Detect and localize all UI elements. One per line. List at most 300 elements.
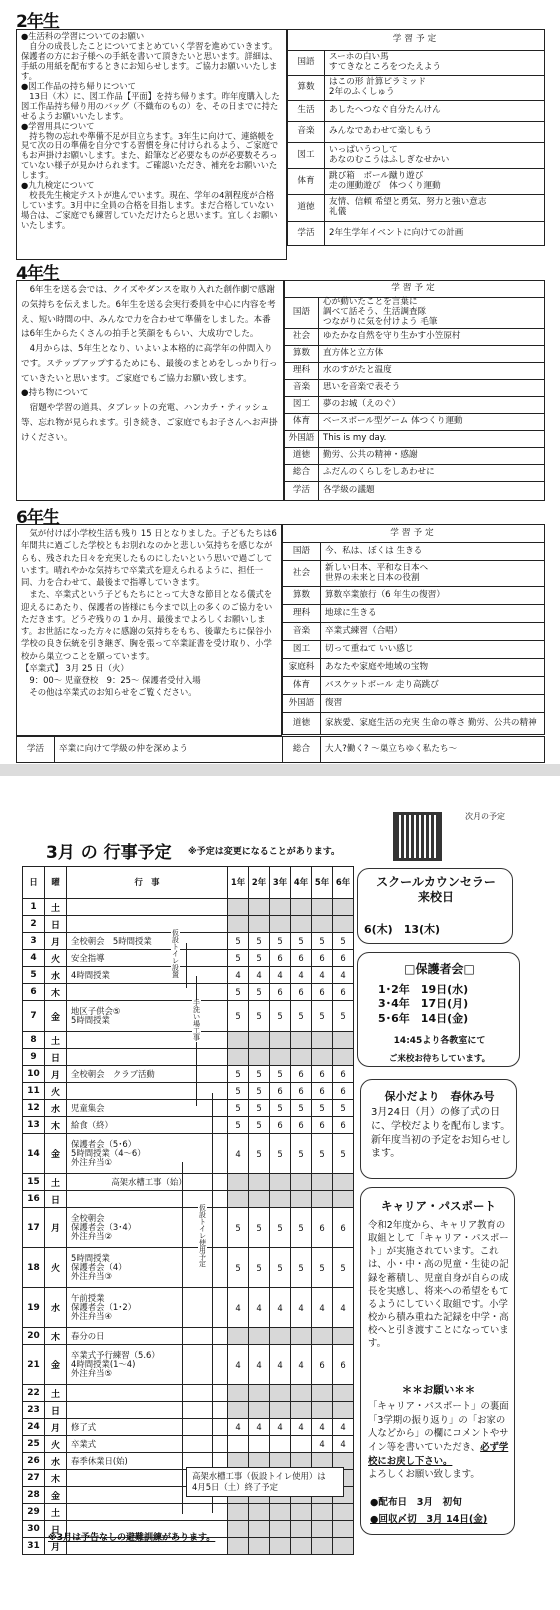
calendar-date: 4	[23, 950, 45, 967]
calendar-hours	[228, 1504, 249, 1521]
calendar-hours	[270, 1174, 291, 1191]
calendar-event: 全校朝会 5時間授業	[67, 933, 228, 950]
calendar-hours	[312, 1538, 333, 1555]
calendar-hours: 4	[270, 967, 291, 984]
calendar-weekday: 木	[45, 1117, 67, 1134]
calendar-weekday: 水	[45, 1288, 67, 1328]
calendar-row	[23, 984, 354, 1001]
calendar-hours	[312, 1049, 333, 1066]
calendar-hours	[228, 916, 249, 933]
calendar-hours	[249, 1521, 270, 1538]
schedule-row	[283, 659, 545, 677]
calendar-date: 22	[23, 1385, 45, 1402]
calendar-row	[23, 1134, 354, 1174]
calendar-hours	[291, 1032, 312, 1049]
calendar-hours: 5	[228, 950, 249, 967]
schedule-subject: 体育	[285, 414, 319, 431]
career-title: キャリア・パスポート	[381, 1199, 496, 1213]
schedule-subject: 国語	[288, 51, 325, 76]
toilet-note: 仮設トイレ設置	[172, 929, 179, 979]
calendar-hours: 5	[228, 1001, 249, 1032]
calendar-date: 3	[23, 933, 45, 950]
calendar-hours	[270, 1032, 291, 1049]
calendar-hours	[228, 1538, 249, 1555]
calendar-hours	[291, 1402, 312, 1419]
calendar-date: 20	[23, 1328, 45, 1345]
calendar-weekday: 金	[45, 1345, 67, 1385]
career-bold: 必ず学校にお戻し下さい。	[368, 1441, 509, 1467]
calendar-hours	[228, 1328, 249, 1345]
schedule-row	[285, 465, 545, 482]
schedule-row	[283, 713, 545, 735]
schedule-row	[288, 143, 545, 169]
schedule-subject: 生活	[288, 101, 325, 122]
calendar-hours	[291, 916, 312, 933]
calendar-hours	[333, 1032, 354, 1049]
calendar-hours: 5	[270, 1066, 291, 1083]
calendar-hours: 6	[312, 1083, 333, 1100]
schedule-row	[288, 76, 545, 101]
calendar-hours	[249, 1049, 270, 1066]
calendar-weekday: 木	[45, 984, 67, 1001]
calendar-date: 30	[23, 1521, 45, 1538]
calendar-hours: 4	[291, 1345, 312, 1385]
schedule-content: 2年生学年イベントに向けての計画	[325, 222, 545, 246]
calendar-hours	[333, 1521, 354, 1538]
schedule-content: みんなであわせて楽しもう	[325, 122, 545, 143]
calendar-weekday: 金	[45, 1001, 67, 1032]
calendar-row	[23, 1345, 354, 1385]
schedule-row	[288, 169, 545, 195]
calendar-hours: 5	[249, 1100, 270, 1117]
tank-end-note: 高架水槽工事（仮設トイレ使用）は 4月5日（土）終了予定	[186, 1467, 344, 1497]
calendar-hours: 4	[312, 1288, 333, 1328]
calendar-weekday: 金	[45, 1134, 67, 1174]
grade2-notice-text: ●生活科の学習についてのお願い 自分の成長したことについてまとめていく学習を進めていきます。保護者の方にお子様への手紙を書いて頂きたいと思います。詳細は、手紙の用紙を配布するときにお知らせします。ご協力お願いいたします。 ●図工作品の持ち帰りについて 13日（木）に、図工作品【平面】を持ち帰ります。昨年度購入した図工作品持ち帰り用のバッグ（不織布のもの）を、その日までに持たせるようお願いいたします。 ●学習用具について 持ち物の忘れや準備不足が目立ちます。3年生に向けて、連絡帳を見て次の日の準備を自分でする習慣を身に付けられるよう、ご家庭でもお声掛けお願いします。また、鉛筆など必要なものが必要数そろっていない様子が見かけられます。ご確認いただき、補充をお願いいたします。 ●九九検定について 校長先生検定テストが進んでいます。現在、学年の4割程度が合格しています。3月中に全員の合格を目指します。まだ合格していない場合は、ご家庭でも練習していただけたらと思います。宜しくお願いいたします。	[21, 31, 280, 231]
calendar-hours	[291, 1436, 312, 1453]
calendar-hours	[291, 1504, 312, 1521]
calendar-row	[23, 1032, 354, 1049]
calendar-weekday: 火	[45, 950, 67, 967]
calendar-row	[23, 950, 354, 967]
grade2-schedule-header: 学習予定	[288, 30, 545, 51]
calendar-weekday: 月	[45, 933, 67, 950]
schedule-content: ふだんのくらしをしあわせに	[319, 465, 545, 482]
calendar-date: 16	[23, 1191, 45, 1208]
calendar-hours: 6	[270, 1117, 291, 1134]
schedule-subject: 道徳	[283, 713, 321, 735]
calendar-hours: 6	[333, 1083, 354, 1100]
calendar-date: 12	[23, 1100, 45, 1117]
calendar-event	[67, 1504, 228, 1521]
schedule-subject: 理科	[285, 363, 319, 380]
schedule-content: ベースボール型ゲーム 体つくり運動	[319, 414, 545, 431]
schedule-content: This is my day.	[319, 431, 545, 448]
calendar-header-4: 2年	[249, 867, 270, 899]
page-separator	[0, 764, 560, 776]
calendar-date: 7	[23, 1001, 45, 1032]
calendar-hours: 5	[270, 1134, 291, 1174]
calendar-header-5: 3年	[270, 867, 291, 899]
calendar-hours	[333, 1402, 354, 1419]
calendar-hours: 4	[312, 967, 333, 984]
schedule-row	[288, 222, 545, 246]
calendar-date: 18	[23, 1248, 45, 1288]
schedule-content: 直方体と立方体	[319, 346, 545, 363]
calendar-row	[23, 1083, 354, 1100]
schedule-content: あなたや家庭や地域の宝物	[321, 659, 545, 677]
grade4-schedule-table	[284, 280, 545, 501]
calendar-hours	[333, 1504, 354, 1521]
calendar-hours	[270, 899, 291, 916]
calendar-hours: 4	[249, 1288, 270, 1328]
career-request	[368, 1400, 511, 1482]
grade2-schedule-table	[287, 29, 545, 246]
schedule-content: はこの形 計算ピラミッド 2年のふくしゅう	[325, 76, 545, 101]
calendar-date: 8	[23, 1032, 45, 1049]
counselor-card	[357, 868, 513, 944]
parents-lines	[378, 983, 468, 1026]
schedule-subject: 図工	[283, 641, 321, 659]
schedule-content: 算数卒業旅行（6 年生の復習）	[321, 587, 545, 605]
calendar-hours	[249, 899, 270, 916]
grade6-notice-text: 気が付けば小学校生活も残り 15 日となりました。子どもたちは6年間共に過ごした学校ともお別れなのかと悲しい気持ちを感じながらも、残された日々を充実したものにしたいという思いで過ごしています。晴れやかな気持ちで卒業式を迎えられるように、担任一同、力を合わせて、最後まで指導していきます。 また、卒業式という子どもたちにとって大きな節目となる儀式を迎えるにあたり、保護者の皆様にも今まで以上の多くのご協力をいただきます。どうぞ残りの 1 か月、最後までよろしくお願いします。お世話になった方々に感謝の気持ちをもち、後輩たちに保谷小学校の良き伝統を引き継ぎ、胸を張って卒業証書を受け取り、小学校から巣立つことを願っています。 【卒業式】 3月 25 日（火） 9：00～ 児童登校 9：25～ 保護者受付入場 その他は卒業式のお知らせをご覧ください。	[21, 528, 277, 698]
schedule-subject: 音楽	[288, 122, 325, 143]
calendar-event: 修了式	[67, 1419, 228, 1436]
calendar-hours: 4	[291, 1288, 312, 1328]
calendar-hours	[249, 1538, 270, 1555]
spring-newsletter-card	[360, 1079, 517, 1179]
calendar-event: 児童集会	[67, 1100, 228, 1117]
calendar-hours: 5	[249, 1134, 270, 1174]
calendar-hours	[228, 1402, 249, 1419]
calendar-hours: 5	[249, 950, 270, 967]
calendar-hours: 5	[228, 984, 249, 1001]
calendar-hours: 4	[249, 1419, 270, 1436]
calendar-date: 31	[23, 1538, 45, 1555]
calendar-weekday: 土	[45, 899, 67, 916]
schedule-content: 勤労、公共の精神・感謝	[319, 448, 545, 465]
calendar-hours	[270, 916, 291, 933]
career-text: 令和2年度から、キャリア教育の取組として「キャリア・パスポート」が実施されています。これは、小・中・高の児童・生徒の記録を蓄積し、児童自身が自らの成長を実感し、将来への希望をもてるようにしていく取組です。小学校から積み重ねた記録を中学・高校へと引き渡すことになっています。	[368, 1220, 509, 1350]
calendar-hours: 5	[228, 1208, 249, 1248]
next-month-label: 次月の予定	[465, 812, 505, 821]
calendar-hours	[291, 1538, 312, 1555]
calendar-row	[23, 1049, 354, 1066]
schedule-subject: 図工	[285, 397, 319, 414]
calendar-hours: 5	[228, 1100, 249, 1117]
schedule-subject: 道徳	[288, 195, 325, 222]
calendar-hours: 5	[249, 1001, 270, 1032]
calendar-hours: 5	[228, 1083, 249, 1100]
calendar-date: 10	[23, 1066, 45, 1083]
calendar-event	[67, 984, 228, 1001]
calendar-hours: 6	[312, 1066, 333, 1083]
calendar-hours	[228, 1385, 249, 1402]
calendar-row	[23, 1328, 354, 1345]
calendar-event: 保護者会（5･6） 5時間授業（4～6） 外注弁当①	[67, 1134, 228, 1174]
grade2-heading: 2年生	[16, 12, 59, 32]
calendar-hours	[249, 1328, 270, 1345]
career-text2: 「キャリア・パスポート」の裏面「3学期の振り返り」の「お家の人などから」の欄にコメントやサイン等を書いていただき、	[368, 1401, 509, 1453]
schedule-row	[283, 677, 545, 695]
calendar-event	[67, 1032, 228, 1049]
calendar-hours	[312, 1032, 333, 1049]
calendar-event: 地区子供会⑤ 5時間授業	[67, 1001, 228, 1032]
calendar-hours: 4	[228, 967, 249, 984]
schedule-row	[285, 346, 545, 363]
grade6-schedule-table	[282, 524, 545, 735]
calendar-hours: 5	[312, 1248, 333, 1288]
calendar-row	[23, 1402, 354, 1419]
calendar-weekday: 火	[45, 1083, 67, 1100]
calendar-hours: 6	[312, 1208, 333, 1248]
calendar-footnote: ※3月は予告なしの避難訓練があります。	[48, 1533, 216, 1543]
calendar-hours	[249, 1191, 270, 1208]
schedule-subject: 図工	[288, 143, 325, 169]
calendar-hours	[312, 1328, 333, 1345]
schedule-content: 心が動いたことを言葉に 調べて話そう、生活調査隊 つながりに気を付けよう 毛筆	[319, 298, 545, 329]
calendar-hours: 6	[333, 1117, 354, 1134]
schedule-content: 家族愛、家庭生活の充実 生命の尊さ 勤労、公共の精神	[321, 713, 545, 735]
schedule-subject: 体育	[283, 677, 321, 695]
schedule-subject: 国語	[285, 298, 319, 329]
schedule-row	[285, 298, 545, 329]
counselor-dates: 6(木) 13(木)	[364, 923, 441, 936]
calendar-hours	[270, 1385, 291, 1402]
calendar-hours: 6	[270, 984, 291, 1001]
calendar-hours	[312, 1191, 333, 1208]
calendar-row	[23, 1001, 354, 1032]
calendar-hours	[270, 1538, 291, 1555]
schedule-row	[283, 641, 545, 659]
schedule-content: 復習	[321, 695, 545, 713]
calendar-weekday: 水	[45, 967, 67, 984]
schedule-subject: 学活	[285, 482, 319, 501]
calendar-hours: 5	[228, 933, 249, 950]
schedule-content: 切って重ねて いい感じ	[321, 641, 545, 659]
calendar-hours	[270, 1436, 291, 1453]
grade6-heading: 6年生	[16, 508, 59, 528]
schedule-row	[283, 623, 545, 641]
calendar-event: 給食（終）	[67, 1117, 228, 1134]
g6-bottom-left-content: 卒業に向けて学級の仲を深めよう	[55, 737, 283, 763]
calendar-hours: 4	[333, 1436, 354, 1453]
schedule-row	[285, 397, 545, 414]
calendar-weekday: 水	[45, 1453, 67, 1470]
calendar-header-1: 曜	[45, 867, 67, 899]
calendar-hours: 4	[312, 1419, 333, 1436]
calendar-row	[23, 1117, 354, 1134]
calendar-hours: 5	[312, 1134, 333, 1174]
calendar-hours	[291, 1521, 312, 1538]
calendar-hours: 5	[249, 984, 270, 1001]
calendar-row	[23, 1504, 354, 1521]
calendar-hours	[312, 1504, 333, 1521]
calendar-date: 26	[23, 1453, 45, 1470]
calendar-hours: 4	[270, 1419, 291, 1436]
calendar-hours: 6	[270, 1083, 291, 1100]
calendar-weekday: 月	[45, 1538, 67, 1555]
calendar-hours: 5	[228, 1066, 249, 1083]
g6-bottom-right-subject: 総合	[283, 737, 321, 763]
calendar-event: 卒業式予行練習（5.6） 4時間授業(1～4) 外注弁当⑤	[67, 1345, 228, 1385]
calendar-weekday: 土	[45, 1504, 67, 1521]
calendar-hours	[228, 1049, 249, 1066]
calendar-header-7: 5年	[312, 867, 333, 899]
calendar-hours	[228, 1174, 249, 1191]
schedule-content: 夢のお城（えのぐ）	[319, 397, 545, 414]
schedule-content: 水のすがたと温度	[319, 363, 545, 380]
schedule-row	[285, 414, 545, 431]
calendar-hours: 6	[291, 1066, 312, 1083]
schedule-content: 跳び箱 ボール蹴り遊び 走の運動遊び 体つくり運動	[325, 169, 545, 195]
schedule-row	[285, 431, 545, 448]
calendar-hours: 4	[291, 967, 312, 984]
calendar-hours: 5	[270, 1001, 291, 1032]
calendar-weekday: 月	[45, 1066, 67, 1083]
calendar-hours: 6	[333, 950, 354, 967]
parents-meeting-card	[357, 952, 520, 1067]
calendar-hours	[270, 1328, 291, 1345]
career-text3: よろしくお願い致します。	[368, 1469, 480, 1481]
schedule-subject: 家庭科	[283, 659, 321, 677]
calendar-hours: 4	[228, 1345, 249, 1385]
calendar-hours: 4	[333, 1288, 354, 1328]
schedule-row	[288, 51, 545, 76]
calendar-hours: 6	[291, 1083, 312, 1100]
schedule-row	[283, 543, 545, 561]
grade4-notice-text: 6年生を送る会では、クイズやダンスを取り入れた創作劇で感謝の気持ちを伝えました。6年生を送る会実行委員を中心に内容を考え、短い時間の中、みんなで力を合わせて準備をしました。本番は6年生からたくさんの拍手と笑顔をもらい、大成功でした。 4月からは、5年生となり、いよいよ本格的に高学年の仲間入りです。ステップアップするためにも、最後のまとめをしっかり行っていきたいと思います。ご家庭でもご協力お願い致します。 ●持ち物について 宿題や学習の道具、タブレットの充電、ハンカチ・ティッシュ等、忘れ物が見られます。引き続き、ご家庭でもお子さんへお声掛けください。	[21, 285, 278, 443]
calendar-date: 28	[23, 1487, 45, 1504]
calendar-hours: 4	[270, 1288, 291, 1328]
calendar-date: 13	[23, 1117, 45, 1134]
calendar-event: 全校朝会 保護者会（3･4） 外注弁当②	[67, 1208, 228, 1248]
calendar-event: 安全指導	[67, 950, 228, 967]
calendar-weekday: 日	[45, 1402, 67, 1419]
schedule-subject: 算数	[285, 346, 319, 363]
schedule-row	[283, 695, 545, 713]
calendar-event	[67, 1385, 228, 1402]
calendar-date: 19	[23, 1288, 45, 1328]
calendar-date: 14	[23, 1134, 45, 1174]
schedule-content: 今、私は、ぼくは 生きる	[321, 543, 545, 561]
calendar-hours: 6	[291, 984, 312, 1001]
calendar-hours	[270, 1049, 291, 1066]
schedule-row	[285, 482, 545, 501]
calendar-hours: 6	[312, 1345, 333, 1385]
calendar-date: 6	[23, 984, 45, 1001]
calendar-hours	[312, 899, 333, 916]
schedule-subject: 理科	[283, 605, 321, 623]
schedule-content: 思いを音楽で表そう	[319, 380, 545, 397]
calendar-hours	[270, 1191, 291, 1208]
schedule-content: いっぱいうつして あなのむこうはふしぎなせかい	[325, 143, 545, 169]
calendar-hours: 6	[333, 984, 354, 1001]
calendar-date: 9	[23, 1049, 45, 1066]
calendar-hours	[228, 1521, 249, 1538]
grade6-notice	[16, 524, 282, 736]
calendar-row	[23, 1419, 354, 1436]
calendar-date: 23	[23, 1402, 45, 1419]
calendar-header-6: 4年	[291, 867, 312, 899]
calendar-hours: 4	[333, 1419, 354, 1436]
calendar-hours: 4	[228, 1134, 249, 1174]
calendar-hours: 5	[249, 1208, 270, 1248]
calendar-row	[23, 967, 354, 984]
calendar-hours: 5	[291, 1208, 312, 1248]
tank-line	[212, 1093, 213, 1513]
calendar-weekday: 日	[45, 1049, 67, 1066]
toilet2-note: 仮設トイレ使用予定	[199, 1204, 206, 1268]
schedule-row	[283, 605, 545, 623]
calendar-row	[23, 1191, 354, 1208]
calendar-weekday: 土	[45, 1385, 67, 1402]
schedule-content: あしたへつなぐ自分たんけん	[325, 101, 545, 122]
schedule-row	[288, 122, 545, 143]
calendar-row	[23, 1100, 354, 1117]
schedule-subject: 社会	[285, 329, 319, 346]
calendar-hours: 5	[249, 1248, 270, 1288]
calendar-event: 4時間授業	[67, 967, 228, 984]
schedule-subject: 国語	[283, 543, 321, 561]
calendar-weekday: 月	[45, 1419, 67, 1436]
calendar-hours	[312, 1385, 333, 1402]
calendar-hours	[270, 1521, 291, 1538]
schedule-subject: 学活	[288, 222, 325, 246]
calendar-row	[23, 1288, 354, 1328]
calendar-hours	[291, 1049, 312, 1066]
calendar-hours: 5	[249, 1066, 270, 1083]
calendar-hours	[249, 1032, 270, 1049]
schedule-content: バスケットボール 走り高跳び	[321, 677, 545, 695]
calendar-hours: 6	[291, 950, 312, 967]
grade2-notice	[16, 29, 287, 260]
calendar-hours: 5	[270, 1248, 291, 1288]
grade4-heading: 4年生	[16, 264, 59, 284]
counselor-title: スクールカウンセラー 来校日	[376, 875, 496, 904]
calendar-header-0: 日	[23, 867, 45, 899]
calendar-hours: 5	[333, 1001, 354, 1032]
calendar-date: 24	[23, 1419, 45, 1436]
calendar-hours	[333, 899, 354, 916]
grade4-notice	[16, 280, 284, 501]
calendar-hours: 5	[333, 1134, 354, 1174]
calendar-hours: 5	[291, 933, 312, 950]
schedule-content: ゆたかな自然を守り生かす小笠原村	[319, 329, 545, 346]
schedule-row	[288, 101, 545, 122]
calendar-hours	[228, 1032, 249, 1049]
career-onegai: ＊＊お願い＊＊	[401, 1384, 476, 1396]
calendar-hours	[333, 1191, 354, 1208]
calendar-hours	[291, 1328, 312, 1345]
grade6-schedule-header: 学習予定	[283, 525, 545, 543]
calendar-hours: 6	[312, 950, 333, 967]
calendar-hours: 4	[333, 967, 354, 984]
calendar-date: 25	[23, 1436, 45, 1453]
schedule-row	[285, 448, 545, 465]
calendar-hours: 4	[228, 1419, 249, 1436]
schedule-content: 卒業式練習（合唱）	[321, 623, 545, 641]
calendar-date: 27	[23, 1470, 45, 1487]
calendar-date: 11	[23, 1083, 45, 1100]
calendar-row	[23, 933, 354, 950]
calendar-event: 全校朝会 クラブ活動	[67, 1066, 228, 1083]
calendar-row	[23, 899, 354, 916]
calendar-hours	[291, 1174, 312, 1191]
calendar-hours: 6	[333, 1066, 354, 1083]
schedule-row	[285, 329, 545, 346]
